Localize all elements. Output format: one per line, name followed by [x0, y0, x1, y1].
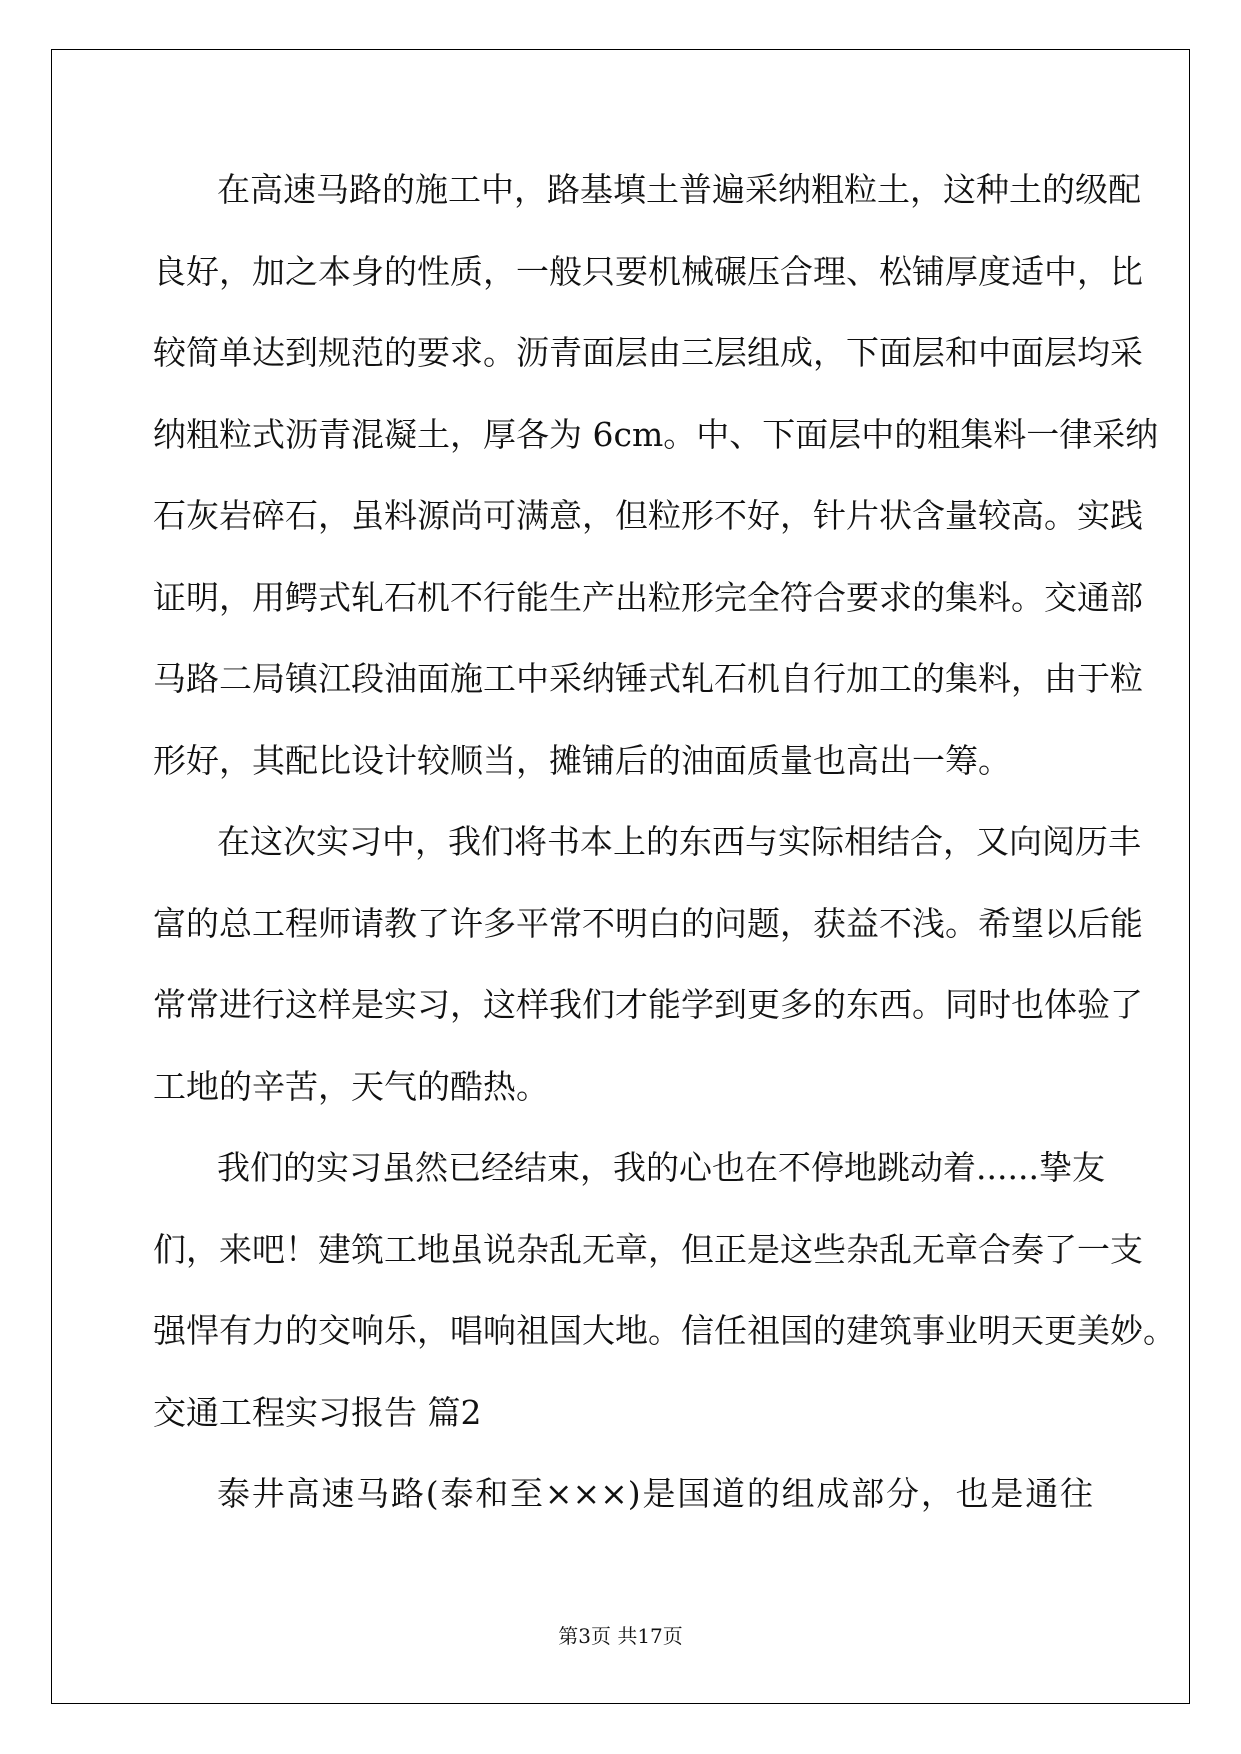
text-line: 在高速马路的施工中，路基填土普遍采纳粗粒土，这种土的级配 [217, 170, 1141, 209]
text-line: 较简单达到规范的要求。沥青面层由三层组成，下面层和中面层均采 [153, 333, 1143, 372]
text-line: 在这次实习中，我们将书本上的东西与实际相结合，又向阅历丰 [217, 822, 1141, 861]
page-number-footer: 第3页 共17页 [558, 1624, 683, 1648]
text-line: 们，来吧！建筑工地虽说杂乱无章，但正是这些杂乱无章合奏了一支 [153, 1229, 1143, 1269]
text-line: 形好，其配比设计较顺当，摊铺后的油面质量也高出一筹。 [153, 740, 1011, 780]
text-line: 良好，加之本身的性质，一般只要机械碾压合理、松铺厚度适中，比 [153, 251, 1143, 291]
text-line: 马路二局镇江段油面施工中采纳锤式轧石机自行加工的集料，由于粒 [153, 659, 1143, 698]
text-line: 证明，用鳄式轧石机不行能生产出粒形完全符合要求的集料。交通部 [153, 577, 1143, 617]
text-line: 常常进行这样是实习，这样我们才能学到更多的东西。同时也体验了 [153, 985, 1143, 1024]
text-line: 石灰岩碎石，虽料源尚可满意，但粒形不好，针片状含量较高。实践 [153, 496, 1143, 535]
section-heading: 交通工程实习报告 篇2 [153, 1392, 482, 1432]
text-line: 工地的辛苦，天气的酷热。 [153, 1066, 549, 1106]
text-line: 富的总工程师请教了许多平常不明白的问题，获益不浅。希望以后能 [153, 903, 1143, 943]
text-line: 泰井高速马路(泰和至×××)是国道的组成部分，也是通往 [217, 1474, 1093, 1513]
document-body [153, 149, 1176, 1535]
text-line: 强悍有力的交响乐，唱响祖国大地。信任祖国的建筑事业明天更美妙。 [153, 1311, 1176, 1350]
text-line: 我们的实习虽然已经结束，我的心也在不停地跳动着......挚友 [217, 1148, 1105, 1187]
text-line: 纳粗粒式沥青混凝土，厚各为 6cm。中、下面层中的粗集料一律采纳 [153, 414, 1159, 454]
